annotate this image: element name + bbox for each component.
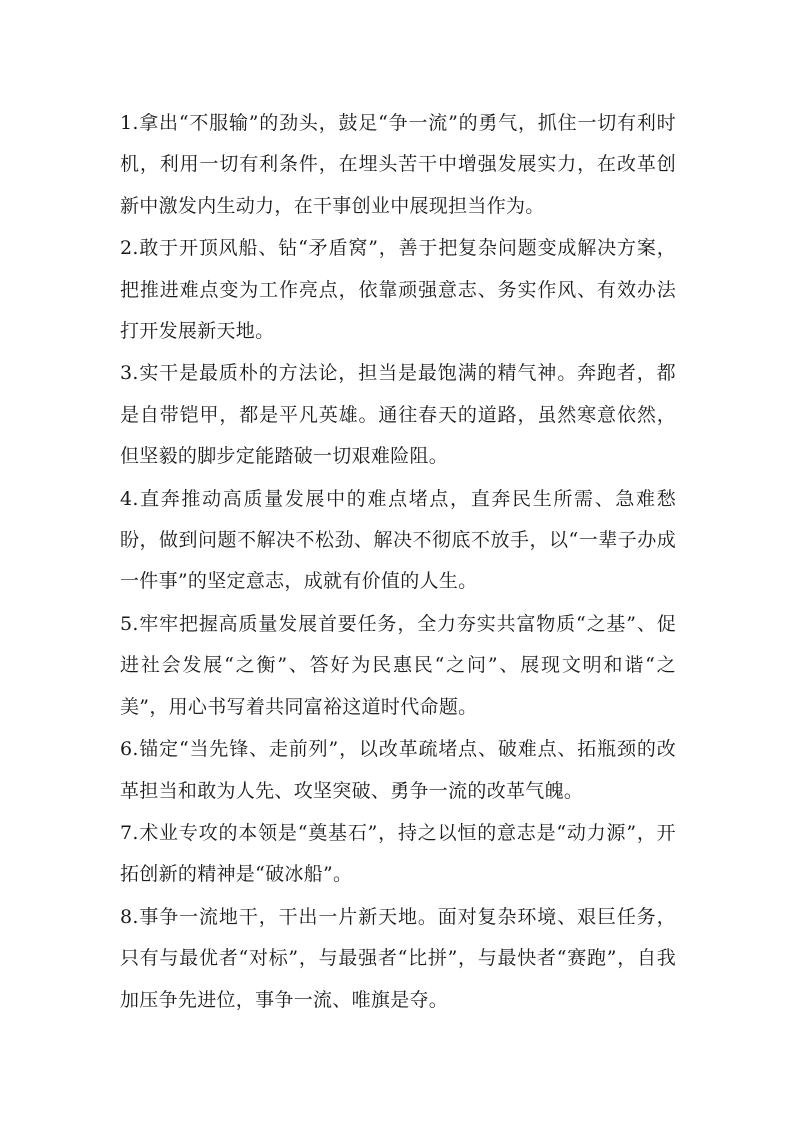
paragraph-7: 7.术业专攻的本领是“奠基石”，持之以恒的意志是“动力源”，开拓创新的精神是“破冰船”。 [120, 821, 676, 886]
paragraph-6: 6.锚定“当先锋、走前列”，以改革疏堵点、破难点、拓瓶颈的改革担当和敢为人先、攻坚突破、勇争一流的改革气魄。 [120, 738, 676, 802]
paragraph-8: 8.事争一流地干，干出一片新天地。面对复杂环境、艰巨任务，只有与最优者“对标”，与最强者“比拼”，与最快者“赛跑”，自我加压争先进位，事争一流、唯旗是夺。 [120, 905, 676, 1011]
document-body [120, 103, 676, 1022]
paragraph-1: 1.拿出“不服输”的劲头，鼓足“争一流”的勇气，抓住一切有利时机，利用一切有利条件，在埋头苦干中增强发展实力，在改革创新中激发内生动力，在干事创业中展现担当作为。 [120, 112, 676, 217]
paragraph-5: 5.牢牢把握高质量发展首要任务，全力夯实共富物质“之基”、促进社会发展“之衡”、答好为民惠民“之问”、展现文明和谐“之美”，用心书写着共同富裕这道时代命题。 [120, 612, 676, 718]
paragraph-4: 4.直奔推动高质量发展中的难点堵点，直奔民生所需、急难愁盼，做到问题不解决不松劲、解决不彻底不放手，以“一辈子办成一件事”的坚定意志，成就有价值的人生。 [120, 487, 676, 593]
paragraph-3: 3.实干是最质朴的方法论，担当是最饱满的精气神。奔跑者，都是自带铠甲，都是平凡英雄。通往春天的道路，虽然寒意依然，但坚毅的脚步定能踏破一切艰难险阻。 [120, 362, 676, 468]
paragraph-2: 2.敢于开顶风船、钻“矛盾窝”，善于把复杂问题变成解决方案，把推进难点变为工作亮点，依靠顽强意志、务实作风、有效办法打开发展新天地。 [120, 237, 676, 343]
